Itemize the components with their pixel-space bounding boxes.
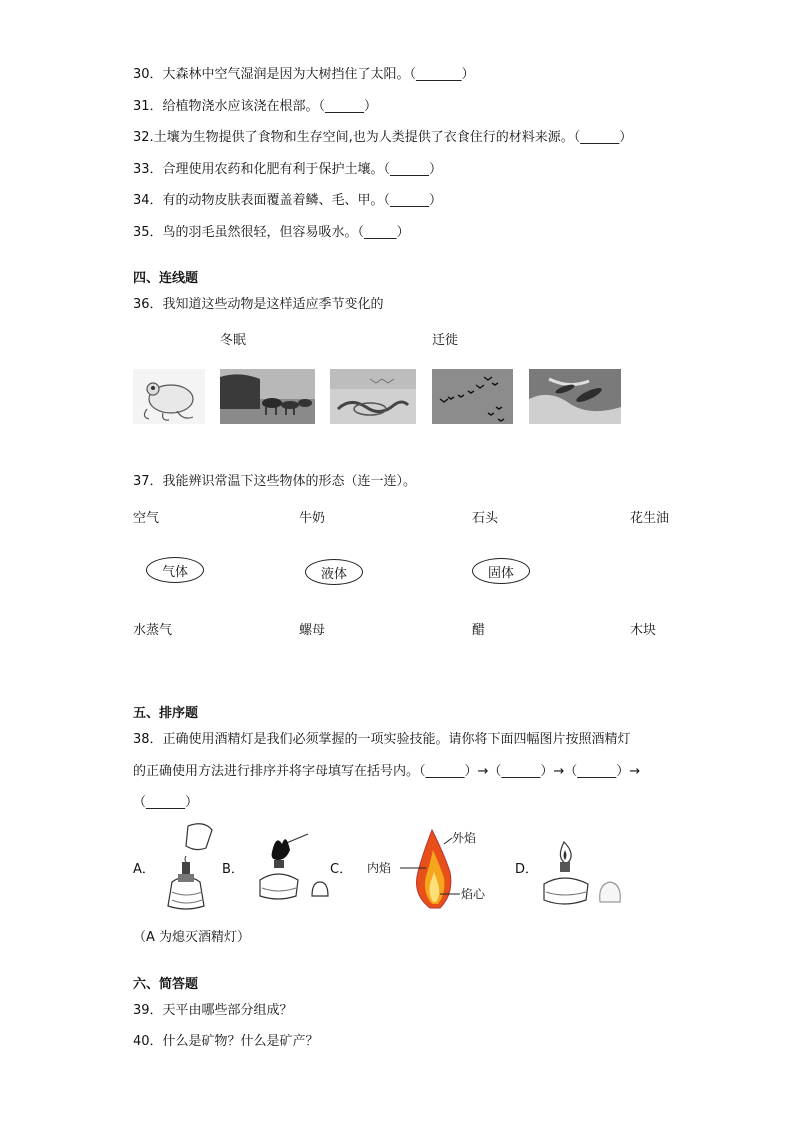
item-wood-block: 木块	[630, 623, 657, 638]
question-38-line2: 的正确使用方法进行排序并将字母填写在括号内。（______）→（______）→（______）→	[133, 764, 641, 779]
lamp-a-image	[160, 820, 220, 920]
question-35: 35．鸟的羽毛虽然很轻，但容易吸水。（_____）	[133, 225, 410, 240]
section-title-matching: 四、连线题	[133, 271, 199, 286]
option-b-label: B．	[222, 862, 244, 877]
lamp-a-note: （A 为熄灭酒精灯）	[133, 930, 251, 945]
lamp-d-image	[538, 836, 628, 912]
option-c-label: C．	[330, 862, 353, 877]
option-d-label: D．	[515, 862, 539, 877]
question-39: 39．天平由哪些部分组成？	[133, 1003, 293, 1018]
option-a-label: A．	[133, 862, 155, 877]
question-36: 36．我知道这些动物是这样适应季节变化的	[133, 297, 384, 312]
frog-image	[133, 369, 205, 424]
item-milk: 牛奶	[299, 511, 326, 526]
section-title-short-answer: 六、简答题	[133, 977, 199, 992]
item-peanut-oil: 花生油	[630, 511, 670, 526]
item-air: 空气	[133, 511, 160, 526]
state-liquid-oval	[305, 559, 363, 585]
flame-core-label: 焰心	[461, 887, 486, 901]
section-title-ordering: 五、排序题	[133, 706, 199, 721]
item-water-vapor: 水蒸气	[133, 623, 173, 638]
state-solid: 固体	[487, 565, 514, 581]
state-liquid: 液体	[320, 566, 347, 582]
question-40: 40．什么是矿物？什么是矿产？	[133, 1034, 319, 1049]
item-vinegar: 醋	[472, 623, 486, 638]
item-stone: 石头	[472, 511, 499, 526]
question-38-line3: （______）	[133, 795, 199, 810]
question-32: 32.土壤为生物提供了食物和生存空间,也为人类提供了衣食住行的材料来源。（______）	[133, 130, 633, 145]
label-hibernate: 冬眠	[220, 333, 247, 348]
question-33: 33．合理使用农药和化肥有利于保护土壤。（______）	[133, 162, 443, 177]
question-30: 30．大森林中空气湿润是因为大树挡住了太阳。（_______）	[133, 67, 475, 82]
label-migrate: 迁徙	[432, 333, 459, 348]
lamp-b-image	[250, 830, 330, 910]
migrating-birds-image	[432, 369, 513, 424]
salmon-image	[529, 369, 621, 424]
state-gas-oval	[146, 557, 204, 583]
wildebeest-image	[220, 369, 315, 424]
question-31: 31．给植物浇水应该浇在根部。（______）	[133, 99, 378, 114]
state-solid-oval	[472, 558, 530, 584]
question-34: 34．有的动物皮肤表面覆盖着鳞、毛、甲。（______）	[133, 193, 443, 208]
flame-inner-label: 内焰	[367, 861, 392, 875]
snake-image	[330, 369, 416, 424]
flame-outer-label: 外焰	[452, 831, 477, 845]
question-37: 37．我能辨识常温下这些物体的形态（连一连）。	[133, 474, 417, 489]
state-gas: 气体	[161, 564, 188, 580]
item-nut: 螺母	[299, 623, 326, 638]
question-38-line1: 38．正确使用酒精灯是我们必须掌握的一项实验技能。请你将下面四幅图片按照酒精灯	[133, 732, 631, 747]
